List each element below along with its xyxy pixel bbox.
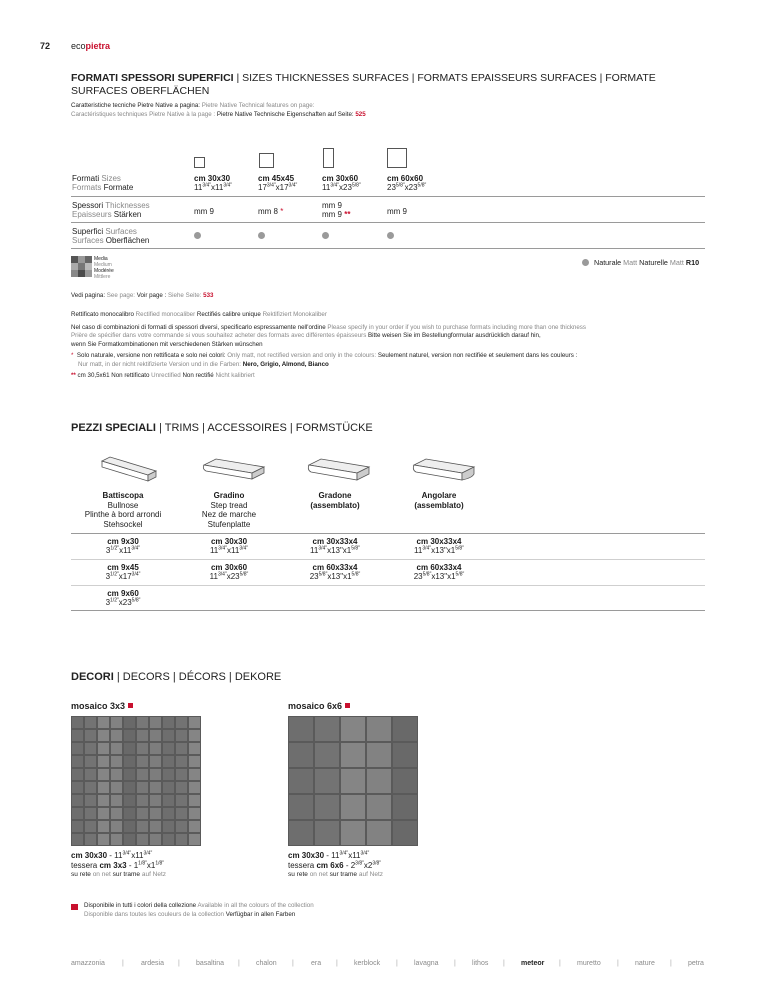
mosaic-tessera bbox=[176, 782, 187, 793]
trim-size: cm 30x60 $11^{3/4"}x23^{5/8"}$ bbox=[209, 563, 249, 581]
mosaic-tessera bbox=[163, 808, 174, 819]
mosaic-tessera bbox=[393, 769, 418, 794]
mosaic-tessera bbox=[85, 795, 96, 806]
divider bbox=[71, 559, 705, 560]
format-45x45-icon bbox=[259, 153, 274, 168]
mosaic-tessera bbox=[137, 834, 148, 845]
mosaic-tessera bbox=[111, 743, 122, 754]
mosaic-tessera bbox=[176, 743, 187, 754]
mosaic-tessera bbox=[98, 808, 109, 819]
mosaic-tessera bbox=[111, 808, 122, 819]
bullnose-icon bbox=[100, 455, 160, 485]
brand-logo bbox=[71, 41, 110, 51]
footer-item-basaltina[interactable]: basaltina bbox=[196, 960, 225, 967]
angolare-icon bbox=[410, 455, 480, 485]
mosaic-tessera bbox=[189, 821, 200, 832]
mosaic-tessera bbox=[72, 795, 83, 806]
trim-size: cm 30x30 $11^{3/4"}x11^{3/4"}$ bbox=[209, 537, 249, 555]
footer-item-amazzonia[interactable]: amazzonia bbox=[71, 960, 105, 967]
mosaic-tessera bbox=[98, 782, 109, 793]
trim-size: cm 9x30 $3^{1/2"}x11^{3/4"}$ bbox=[105, 537, 141, 555]
mosaic-tessera bbox=[111, 795, 122, 806]
footer-item-ardesia[interactable]: ardesia bbox=[141, 960, 164, 967]
mosaic-tessera bbox=[85, 730, 96, 741]
divider bbox=[71, 585, 705, 586]
mosaic-tessera bbox=[393, 821, 418, 846]
mosaic-tessera bbox=[150, 743, 161, 754]
section-title-formats: FORMATI SPESSORI SUPERFICI | SIZES THICKNESSES SURFACES | FORMATS EPAISSEURS SURFACES | FORMATE SURFACES OBERFLÄCHEN bbox=[71, 72, 656, 97]
mosaic-tessera bbox=[176, 769, 187, 780]
mosaic-tessera bbox=[85, 834, 96, 845]
mosaic-tessera bbox=[393, 717, 418, 742]
mosaic-tessera bbox=[189, 756, 200, 767]
mosaic-tessera bbox=[124, 808, 135, 819]
format-30x60: cm 30x60 $11^{3/4"}x23^{5/8"}$ bbox=[322, 174, 361, 192]
surface-dot bbox=[387, 232, 394, 239]
thickness-30x60: mm 9 mm 9 ** bbox=[322, 201, 351, 219]
see-page-ref: Vedi pagina: See page: Voir page : Siehe Seite: 533 bbox=[71, 292, 214, 299]
step-tread-icon bbox=[200, 455, 270, 485]
mosaic-tessera bbox=[163, 743, 174, 754]
mosaic-tessera bbox=[98, 769, 109, 780]
format-45x45: cm 45x45 $17^{3/4"}x17^{3/4"}$ bbox=[258, 174, 298, 192]
row-label-sizes: Formati Sizes Formats Formate bbox=[72, 174, 134, 192]
footer-item-lavagna[interactable]: lavagna bbox=[414, 960, 439, 967]
trim-size: cm 60x33x4 $23^{5/8"}x13"x1^{5/8"}$ bbox=[413, 563, 465, 581]
brand-prefix: eco bbox=[71, 41, 86, 51]
mosaic-tessera bbox=[176, 808, 187, 819]
mosaic-tessera bbox=[124, 769, 135, 780]
mosaic-tessera bbox=[98, 834, 109, 845]
mosaic-tessera bbox=[289, 821, 314, 846]
trim-size: cm 9x60 $3^{1/2"}x23^{5/8"}$ bbox=[105, 589, 141, 607]
mosaic-tessera bbox=[189, 795, 200, 806]
mosaic-tessera bbox=[367, 769, 392, 794]
mosaic-tessera bbox=[289, 795, 314, 820]
mosaic-6x6-image bbox=[288, 716, 418, 846]
mosaic-tessera bbox=[111, 756, 122, 767]
finish-legend: Naturale Matt Naturelle Matt R10 bbox=[594, 258, 700, 267]
footer-item-meteor[interactable]: meteor bbox=[521, 960, 545, 967]
footer-item-lithos[interactable]: lithos bbox=[472, 960, 489, 967]
mosaic-tessera bbox=[124, 834, 135, 845]
mosaic-tessera bbox=[72, 743, 83, 754]
trim-gradone-name: Gradone (assemblato) bbox=[310, 491, 360, 510]
shade-variation-icon bbox=[71, 256, 92, 277]
mosaic-tessera bbox=[315, 769, 340, 794]
mosaic-3x3-title: mosaico 3x3 bbox=[71, 701, 133, 711]
mosaic-tessera bbox=[137, 808, 148, 819]
divider bbox=[71, 610, 705, 611]
mosaic-tessera bbox=[111, 730, 122, 741]
mosaic-tessera bbox=[150, 769, 161, 780]
divider bbox=[71, 248, 705, 249]
row-label-thicknesses: Spessori Thicknesses Epaisseurs Stärken bbox=[72, 201, 150, 219]
mosaic-tessera bbox=[98, 795, 109, 806]
brand-name: pietra bbox=[85, 41, 111, 51]
mosaic-tessera bbox=[176, 756, 187, 767]
mosaic-tessera bbox=[315, 717, 340, 742]
mosaic-tessera bbox=[72, 782, 83, 793]
mosaic-tessera bbox=[150, 795, 161, 806]
trim-size: cm 30x33x4 $11^{3/4"}x13"x1^{5/8"}$ bbox=[414, 537, 464, 555]
format-30x30-icon bbox=[194, 157, 205, 168]
trim-bullnose-name: Battiscopa Bullnose Plinthe à bord arrondi Stehsockel bbox=[84, 491, 162, 529]
trim-step-tread-name: Gradino Step tread Nez de marche Stufenplatte bbox=[201, 491, 257, 529]
mosaic-tessera bbox=[72, 769, 83, 780]
gradone-icon bbox=[305, 455, 375, 485]
mosaic-tessera bbox=[189, 730, 200, 741]
mosaic-tessera bbox=[137, 782, 148, 793]
footer-item-kerblock[interactable]: kerblock bbox=[354, 960, 381, 967]
mosaic-tessera bbox=[315, 821, 340, 846]
mosaic-tessera bbox=[150, 821, 161, 832]
footer-item-chalon[interactable]: chalon bbox=[256, 960, 277, 967]
surface-dot bbox=[194, 232, 201, 239]
surface-dot bbox=[258, 232, 265, 239]
mosaic-tessera bbox=[137, 756, 148, 767]
mosaic-tessera bbox=[124, 717, 135, 728]
thickness-60x60: mm 9 bbox=[387, 207, 407, 216]
mosaic-tessera bbox=[315, 743, 340, 768]
mosaic-tessera bbox=[163, 756, 174, 767]
mosaic-tessera bbox=[176, 834, 187, 845]
mosaic-tessera bbox=[137, 717, 148, 728]
thickness-45x45: mm 8 * bbox=[258, 207, 284, 216]
mosaic-tessera bbox=[163, 821, 174, 832]
section-title-trims: PEZZI SPECIALI | TRIMS | ACCESSOIRES | FORMSTÜCKE bbox=[71, 422, 373, 434]
availability-legend-icon bbox=[71, 904, 78, 910]
mosaic-tessera bbox=[111, 769, 122, 780]
mosaic-6x6-specs: cm $30x30 - 11^{3/4"}x11^{3/4"}$ tessera cm $6x6 - 2^{3/8"}x2^{3/8"}$ su rete on net sur trame auf Netz bbox=[288, 850, 384, 878]
mosaic-tessera bbox=[111, 821, 122, 832]
mosaic-tessera bbox=[341, 795, 366, 820]
mosaic-tessera bbox=[85, 782, 96, 793]
trim-size: cm 30x33x4 $11^{3/4"}x13"x1^{5/8"}$ bbox=[310, 537, 360, 555]
section-title-decors: DECORI | DECORS | DÉCORS | DEKORE bbox=[71, 671, 282, 683]
mosaic-tessera bbox=[137, 743, 148, 754]
mosaic-tessera bbox=[176, 821, 187, 832]
mosaic-tessera bbox=[163, 769, 174, 780]
mosaic-tessera bbox=[124, 743, 135, 754]
mosaic-tessera bbox=[98, 743, 109, 754]
mosaic-tessera bbox=[72, 717, 83, 728]
mosaic-tessera bbox=[85, 717, 96, 728]
mosaic-tessera bbox=[124, 756, 135, 767]
mosaic-tessera bbox=[72, 730, 83, 741]
finish-dot bbox=[582, 259, 589, 266]
mosaic-tessera bbox=[124, 821, 135, 832]
mosaic-tessera bbox=[72, 756, 83, 767]
mosaic-tessera bbox=[163, 834, 174, 845]
mosaic-tessera bbox=[85, 808, 96, 819]
mosaic-tessera bbox=[189, 769, 200, 780]
mosaic-tessera bbox=[163, 782, 174, 793]
row-label-surfaces: Superfici Surfaces Surfaces Oberflächen bbox=[72, 227, 150, 245]
mosaic-tessera bbox=[393, 743, 418, 768]
mosaic-tessera bbox=[341, 821, 366, 846]
format-30x30: cm 30x30 $11^{3/4"}x11^{3/4"}$ bbox=[194, 174, 233, 192]
trim-size: cm 60x33x4 $23^{5/8"}x13"x1^{5/8"}$ bbox=[309, 563, 361, 581]
mosaic-tessera bbox=[189, 808, 200, 819]
mosaic-tessera bbox=[111, 717, 122, 728]
mosaic-6x6-title: mosaico 6x6 bbox=[288, 701, 350, 711]
mosaic-tessera bbox=[85, 743, 96, 754]
mosaic-tessera bbox=[150, 730, 161, 741]
divider bbox=[71, 533, 705, 534]
mosaic-tessera bbox=[367, 717, 392, 742]
mosaic-tessera bbox=[85, 756, 96, 767]
format-60x60-icon bbox=[387, 148, 407, 168]
mosaic-tessera bbox=[98, 821, 109, 832]
mosaic-tessera bbox=[150, 808, 161, 819]
shade-variation-label: Media Medium Modérée Mittlere bbox=[94, 256, 114, 280]
mosaic-tessera bbox=[98, 717, 109, 728]
mosaic-tessera bbox=[111, 834, 122, 845]
footer-item-petra[interactable]: petra bbox=[688, 960, 704, 967]
mosaic-tessera bbox=[189, 717, 200, 728]
mosaic-tessera bbox=[150, 782, 161, 793]
mosaic-tessera bbox=[367, 743, 392, 768]
availability-legend: Disponibile in tutti i colori della collezione Available in all the colours of the collection Disponible dans toutes les couleurs de la collection Verfügbar in allen Farben bbox=[84, 902, 314, 918]
mosaic-tessera bbox=[72, 808, 83, 819]
mosaic-tessera bbox=[111, 782, 122, 793]
mosaic-tessera bbox=[289, 769, 314, 794]
mosaic-tessera bbox=[85, 769, 96, 780]
mosaic-tessera bbox=[393, 795, 418, 820]
mosaic-tessera bbox=[163, 730, 174, 741]
mosaic-tessera bbox=[341, 769, 366, 794]
mosaic-tessera bbox=[163, 717, 174, 728]
mosaic-tessera bbox=[72, 821, 83, 832]
mosaic-tessera bbox=[315, 795, 340, 820]
mosaic-tessera bbox=[124, 730, 135, 741]
mosaic-tessera bbox=[189, 782, 200, 793]
format-30x60-icon bbox=[323, 148, 334, 168]
mosaic-tessera bbox=[137, 730, 148, 741]
mosaic-tessera bbox=[341, 717, 366, 742]
mosaic-tessera bbox=[289, 717, 314, 742]
mosaic-tessera bbox=[124, 795, 135, 806]
trim-size: cm 9x45 $3^{1/2"}x17^{3/4"}$ bbox=[105, 563, 141, 581]
mosaic-tessera bbox=[85, 821, 96, 832]
format-60x60: cm 60x60 $23^{5/8"}x23^{5/8"}$ bbox=[387, 174, 427, 192]
mosaic-3x3-image bbox=[71, 716, 201, 846]
mosaic-tessera bbox=[137, 821, 148, 832]
mosaic-tessera bbox=[124, 782, 135, 793]
mosaic-tessera bbox=[189, 743, 200, 754]
mosaic-tessera bbox=[137, 769, 148, 780]
mosaic-tessera bbox=[150, 717, 161, 728]
thickness-30x30: mm 9 bbox=[194, 207, 214, 216]
surface-dot bbox=[322, 232, 329, 239]
page-number: 72 bbox=[40, 41, 51, 51]
footer-item-nature[interactable]: nature bbox=[635, 960, 655, 967]
mosaic-tessera bbox=[98, 756, 109, 767]
divider bbox=[71, 196, 705, 197]
mosaic-tessera bbox=[176, 795, 187, 806]
mosaic-tessera bbox=[150, 756, 161, 767]
mosaic-tessera bbox=[150, 834, 161, 845]
technical-notes: Rettificato monocalibro Rectified monocaliber Rectifiés calibre unique Rektifiziert Monokaliber Nel caso di combinazioni di formati di spessori diversi, specificarlo espressamente nell'ordine Please specify in your order if you wish to purchase formats including more than one thickness Prière de spécifier dans votre commande si vous souhaitez acheter des formats avec différentes épaisseurs Bitte weisen Sie im Bestellungformular ausdrücklich darauf hin, wenn Sie Formatkombinationen mit verschiedenen Stärken wünschen * Solo naturale, versione non rettificata e solo nei colori: Only matt, not rectified version and only in the colours: Seulement naturel, version non rectifiée et seulement dans les couleurs : Nur matt, in der nicht rektifizierte Version und in die Farben: Nero, Grigio, Almond, Bianco ** cm 30,5x61 Non rettificato Unrectified Non rectifié Nicht kalibriert bbox=[71, 311, 586, 379]
divider bbox=[71, 222, 705, 223]
mosaic-tessera bbox=[98, 730, 109, 741]
mosaic-tessera bbox=[189, 834, 200, 845]
mosaic-tessera bbox=[176, 717, 187, 728]
mosaic-tessera bbox=[367, 821, 392, 846]
trim-angolare-name: Angolare (assemblato) bbox=[414, 491, 464, 510]
mosaic-tessera bbox=[72, 834, 83, 845]
mosaic-tessera bbox=[176, 730, 187, 741]
mosaic-tessera bbox=[341, 743, 366, 768]
mosaic-tessera bbox=[163, 795, 174, 806]
tech-features-ref: Caratteristiche tecniche Pietre Native a pagina: Pietre Native Technical features on page: Caractéristiques techniques Pietre Native à la page : Pietre Native Technische Eigenschaften auf Seite: 525 bbox=[71, 102, 366, 118]
footer-item-era[interactable]: era bbox=[311, 960, 322, 967]
mosaic-3x3-specs: cm $30x30 - 11^{3/4"}x11^{3/4"}$ tessera cm $3x3 - 1^{1/8"}x1^{1/8"}$ su rete on net sur trame auf Netz bbox=[71, 850, 167, 878]
footer-item-muretto[interactable]: muretto bbox=[577, 960, 601, 967]
mosaic-tessera bbox=[289, 743, 314, 768]
mosaic-tessera bbox=[137, 795, 148, 806]
mosaic-tessera bbox=[367, 795, 392, 820]
